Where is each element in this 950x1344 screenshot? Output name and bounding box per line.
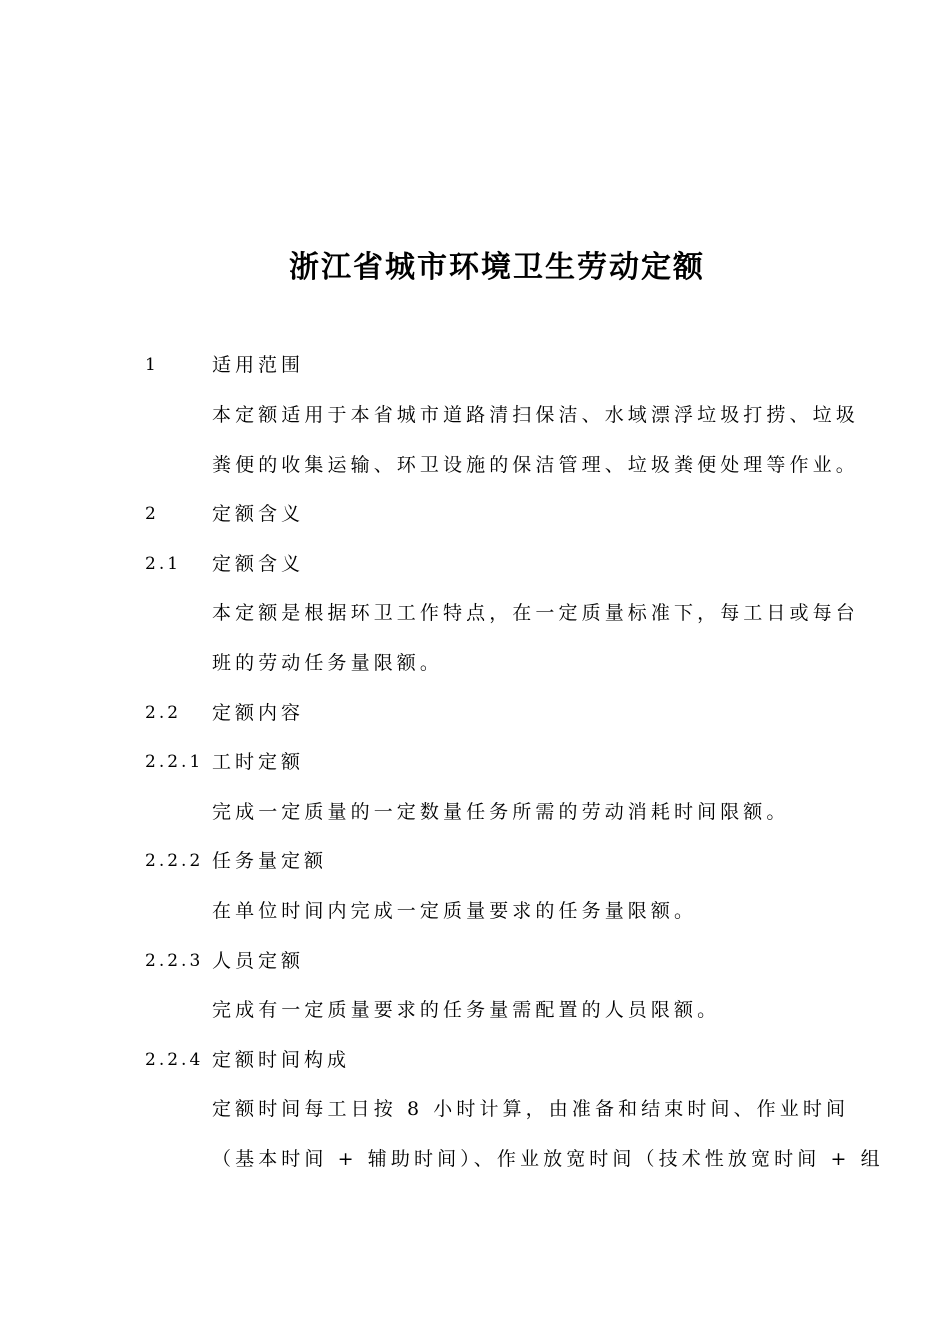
section-heading-2	[0, 498, 950, 530]
paragraph-text: 班的劳动任务量限额。	[212, 652, 444, 674]
document-title: 浙江省城市环境卫生劳动定额	[289, 250, 705, 285]
paragraph-text: 完成有一定质量要求的任务量需配置的人员限额。	[212, 999, 721, 1021]
paragraph-text: 定额时间每工日按 8 小时计算，由准备和结束时间、作业时间	[212, 1098, 850, 1120]
paragraph-line	[0, 895, 950, 927]
section-number: 2.2.3	[145, 951, 204, 971]
section-heading-1	[0, 349, 950, 381]
paragraph-line	[0, 399, 950, 431]
section-heading-2-2-1	[0, 746, 950, 778]
paragraph-text: 完成一定质量的一定数量任务所需的劳动消耗时间限额。	[212, 801, 790, 823]
section-heading-text: 定额时间构成	[212, 1049, 351, 1071]
section-heading-2-2-3	[0, 945, 950, 977]
section-heading-text: 定额含义	[212, 503, 305, 525]
paragraph-line	[0, 449, 950, 481]
section-heading-text: 人员定额	[212, 950, 305, 972]
section-number: 2.2.1	[145, 752, 204, 772]
paragraph-line	[0, 597, 950, 629]
paragraph-line	[0, 1143, 950, 1175]
section-heading-2-1	[0, 548, 950, 580]
paragraph-line	[0, 647, 950, 679]
paragraph-line	[0, 994, 950, 1026]
section-heading-text: 适用范围	[212, 354, 305, 376]
paragraph-text: 在单位时间内完成一定质量要求的任务量限额。	[212, 900, 698, 922]
paragraph-text: 本定额适用于本省城市道路清扫保洁、水域漂浮垃圾打捞、垃圾	[212, 404, 859, 426]
paragraph-text: 粪便的收集运输、环卫设施的保洁管理、垃圾粪便处理等作业。	[212, 454, 859, 476]
paragraph-line	[0, 1093, 950, 1125]
section-number: 1	[145, 355, 159, 375]
section-heading-text: 工时定额	[212, 751, 305, 773]
section-heading-text: 定额含义	[212, 553, 305, 575]
section-heading-2-2-2	[0, 845, 950, 877]
section-heading-2-2	[0, 697, 950, 729]
section-heading-2-2-4	[0, 1044, 950, 1076]
paragraph-text: （基本时间 + 辅助时间）、作业放宽时间（技术性放宽时间 + 组	[212, 1148, 884, 1170]
paragraph-text: 本定额是根据环卫工作特点，在一定质量标准下，每工日或每台	[212, 602, 859, 624]
section-number: 2.2	[145, 703, 182, 723]
paragraph-line	[0, 796, 950, 828]
section-number: 2.1	[145, 554, 182, 574]
section-number: 2	[145, 504, 159, 524]
section-heading-text: 任务量定额	[212, 850, 328, 872]
section-number: 2.2.2	[145, 851, 204, 871]
section-heading-text: 定额内容	[212, 702, 305, 724]
section-number: 2.2.4	[145, 1050, 204, 1070]
